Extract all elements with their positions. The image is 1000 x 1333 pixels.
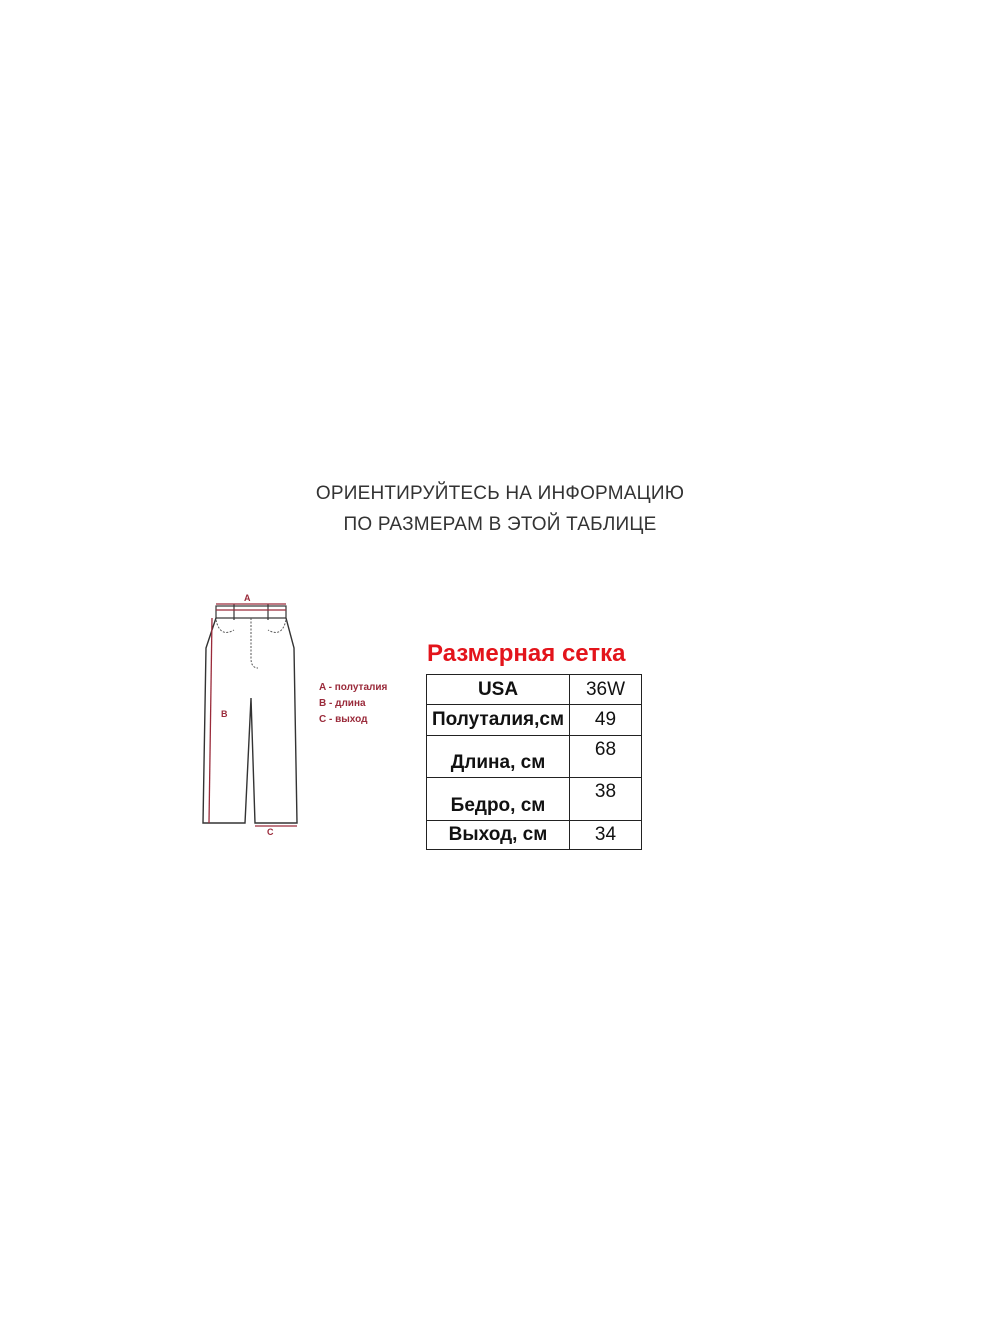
table-row	[427, 736, 642, 778]
pants-measurement-diagram	[196, 588, 306, 840]
page-heading	[0, 478, 1000, 540]
row-label-half-waist: Полуталия,см	[427, 705, 570, 736]
label-b: B	[221, 709, 228, 719]
size-table	[426, 674, 642, 850]
heading-line-1: ОРИЕНТИРУЙТЕСЬ НА ИНФОРМАЦИЮ	[315, 483, 685, 504]
legend-item-c: C - выход	[319, 714, 368, 725]
table-row	[427, 778, 642, 821]
fly-stitch	[251, 618, 258, 668]
size-chart-title: Размерная сетка	[427, 640, 626, 667]
measure-line-b	[209, 618, 212, 823]
right-pocket	[268, 620, 286, 632]
pants-icon	[196, 588, 306, 840]
legend-item-b: B - длина	[319, 698, 366, 709]
label-c: C	[267, 827, 274, 837]
label-a: A	[244, 593, 251, 603]
heading-line-2: ПО РАЗМЕРАМ В ЭТОЙ ТАБЛИЦЕ	[343, 514, 657, 535]
row-value-half-waist: 49	[570, 705, 642, 736]
row-value-usa: 36W	[570, 675, 642, 705]
table-row	[427, 705, 642, 736]
table-row	[427, 821, 642, 850]
row-value-leg-opening: 34	[570, 821, 642, 850]
waistband-outline	[216, 606, 286, 618]
row-label-hip: Бедро, см	[427, 778, 570, 821]
row-value-hip: 38	[570, 778, 642, 821]
legend-item-a: A - полуталия	[319, 682, 388, 693]
left-pocket	[216, 620, 234, 632]
row-value-length: 68	[570, 736, 642, 778]
row-label-leg-opening: Выход, см	[427, 821, 570, 850]
row-label-length: Длина, см	[427, 736, 570, 778]
table-row	[427, 675, 642, 705]
row-label-usa: USA	[427, 675, 570, 705]
pants-outline	[203, 618, 297, 823]
measurement-legend	[319, 680, 387, 728]
